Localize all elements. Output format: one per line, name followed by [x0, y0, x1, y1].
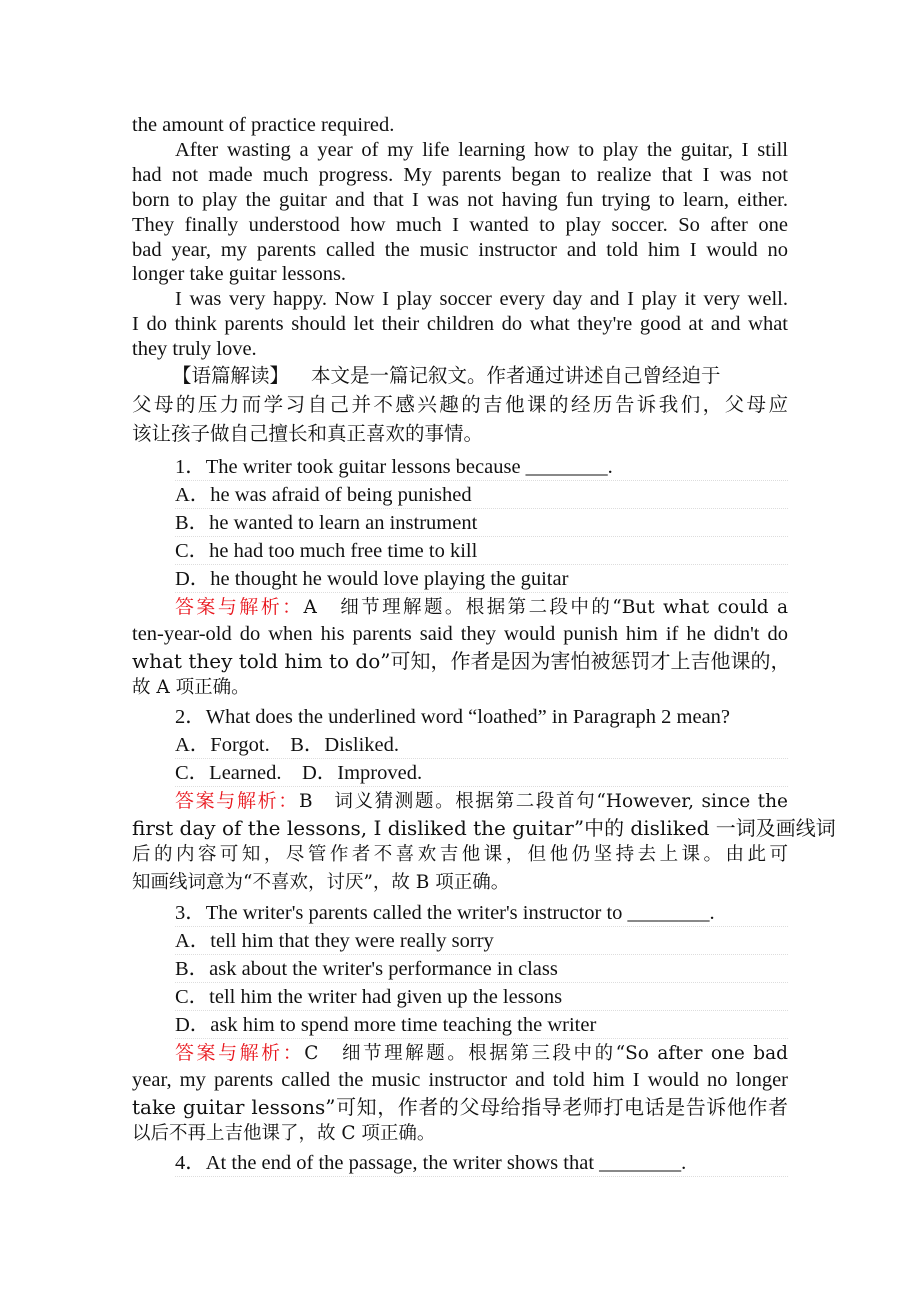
answer-line: 以后不再上吉他课了，故 C 项正确。 — [132, 1123, 436, 1144]
answer-line: what they told him to do”可知，作者是因为害怕被惩罚才上吉他课的， — [132, 649, 791, 673]
summary-line: 【语篇解读】 本文是一篇记叙文。作者通过讲述自己曾经迫于 — [172, 364, 721, 387]
option: C．he had too much free time to kill — [175, 538, 788, 565]
option: C．tell him the writer had given up the lessons — [175, 984, 788, 1011]
question-stem: 3．The writer's parents called the writer's instructor to ________. — [175, 900, 788, 927]
option: A．tell him that they were really sorry — [175, 928, 788, 955]
summary-label: 【语篇解读】 — [172, 364, 290, 387]
answer-line: take guitar lessons”可知，作者的父母给指导老师打电话是告诉他作者 — [132, 1095, 788, 1119]
passage-line: the amount of practice required. — [132, 114, 395, 136]
passage-line: bad year, my parents called the music instructor and told him I would no — [132, 239, 788, 261]
option: C．Learned. D．Improved. — [175, 760, 788, 787]
passage-line: had not made much progress. My parents began to realize that I was not — [132, 164, 788, 186]
passage-line: I do think parents should let their children do what they're good at and what — [132, 313, 788, 335]
option: D．ask him to spend more time teaching the writer — [175, 1012, 788, 1039]
answer-line: 答案与解析：A 细节理解题。根据第二段中的“But what could a — [175, 596, 788, 618]
passage-line: born to play the guitar and that I was not having fun trying to learn, either. — [132, 189, 788, 211]
summary-line: 该让孩子做自己擅长和真正喜欢的事情。 — [132, 422, 484, 445]
passage-line: After wasting a year of my life learning how to play the guitar, I still — [175, 139, 788, 161]
answer-line: 答案与解析：C 细节理解题。根据第三段中的“So after one bad — [175, 1042, 788, 1064]
passage-line: longer take guitar lessons. — [132, 263, 347, 285]
passage-line: I was very happy. Now I play soccer every day and I play it very well. — [175, 288, 788, 310]
option: D．he thought he would love playing the guitar — [175, 566, 788, 593]
question-stem: 1．The writer took guitar lessons because ________. — [175, 454, 788, 481]
option: A．Forgot. B．Disliked. — [175, 732, 788, 759]
answer-label: 答案与解析： — [175, 790, 299, 812]
answer-line: 答案与解析：B 词义猜测题。根据第二段首句“However, since the — [175, 790, 788, 812]
answer-line: 后的内容可知，尽管作者不喜欢吉他课，但他仍坚持去上课。由此可 — [132, 844, 788, 865]
option: B．he wanted to learn an instrument — [175, 510, 788, 537]
option: A．he was afraid of being punished — [175, 482, 788, 509]
answer-label: 答案与解析： — [175, 596, 304, 618]
passage-line: they truly love. — [132, 338, 257, 360]
answer-line: ten-year-old do when his parents said they would punish him if he didn't do — [132, 623, 788, 645]
option: B．ask about the writer's performance in class — [175, 956, 788, 983]
answer-line: 知画线词意为“不喜欢，讨厌”，故 B 项正确。 — [132, 872, 510, 893]
answer-line: year, my parents called the music instructor and told him I would no longer — [132, 1069, 788, 1091]
answer-line: first day of the lessons, I disliked the guitar”中的 disliked 一词及画线词 — [132, 816, 836, 840]
question-stem: 4．At the end of the passage, the writer shows that ________. — [175, 1150, 788, 1177]
answer-label: 答案与解析： — [175, 1042, 305, 1064]
answer-line: 故 A 项正确。 — [132, 677, 250, 698]
passage-line: They finally understood how much I wanted to play soccer. So after one — [132, 214, 788, 236]
summary-line: 父母的压力而学习自己并不感兴趣的吉他课的经历告诉我们，父母应 — [132, 393, 788, 416]
question-stem: 2．What does the underlined word “loathed” in Paragraph 2 mean? — [175, 706, 731, 728]
